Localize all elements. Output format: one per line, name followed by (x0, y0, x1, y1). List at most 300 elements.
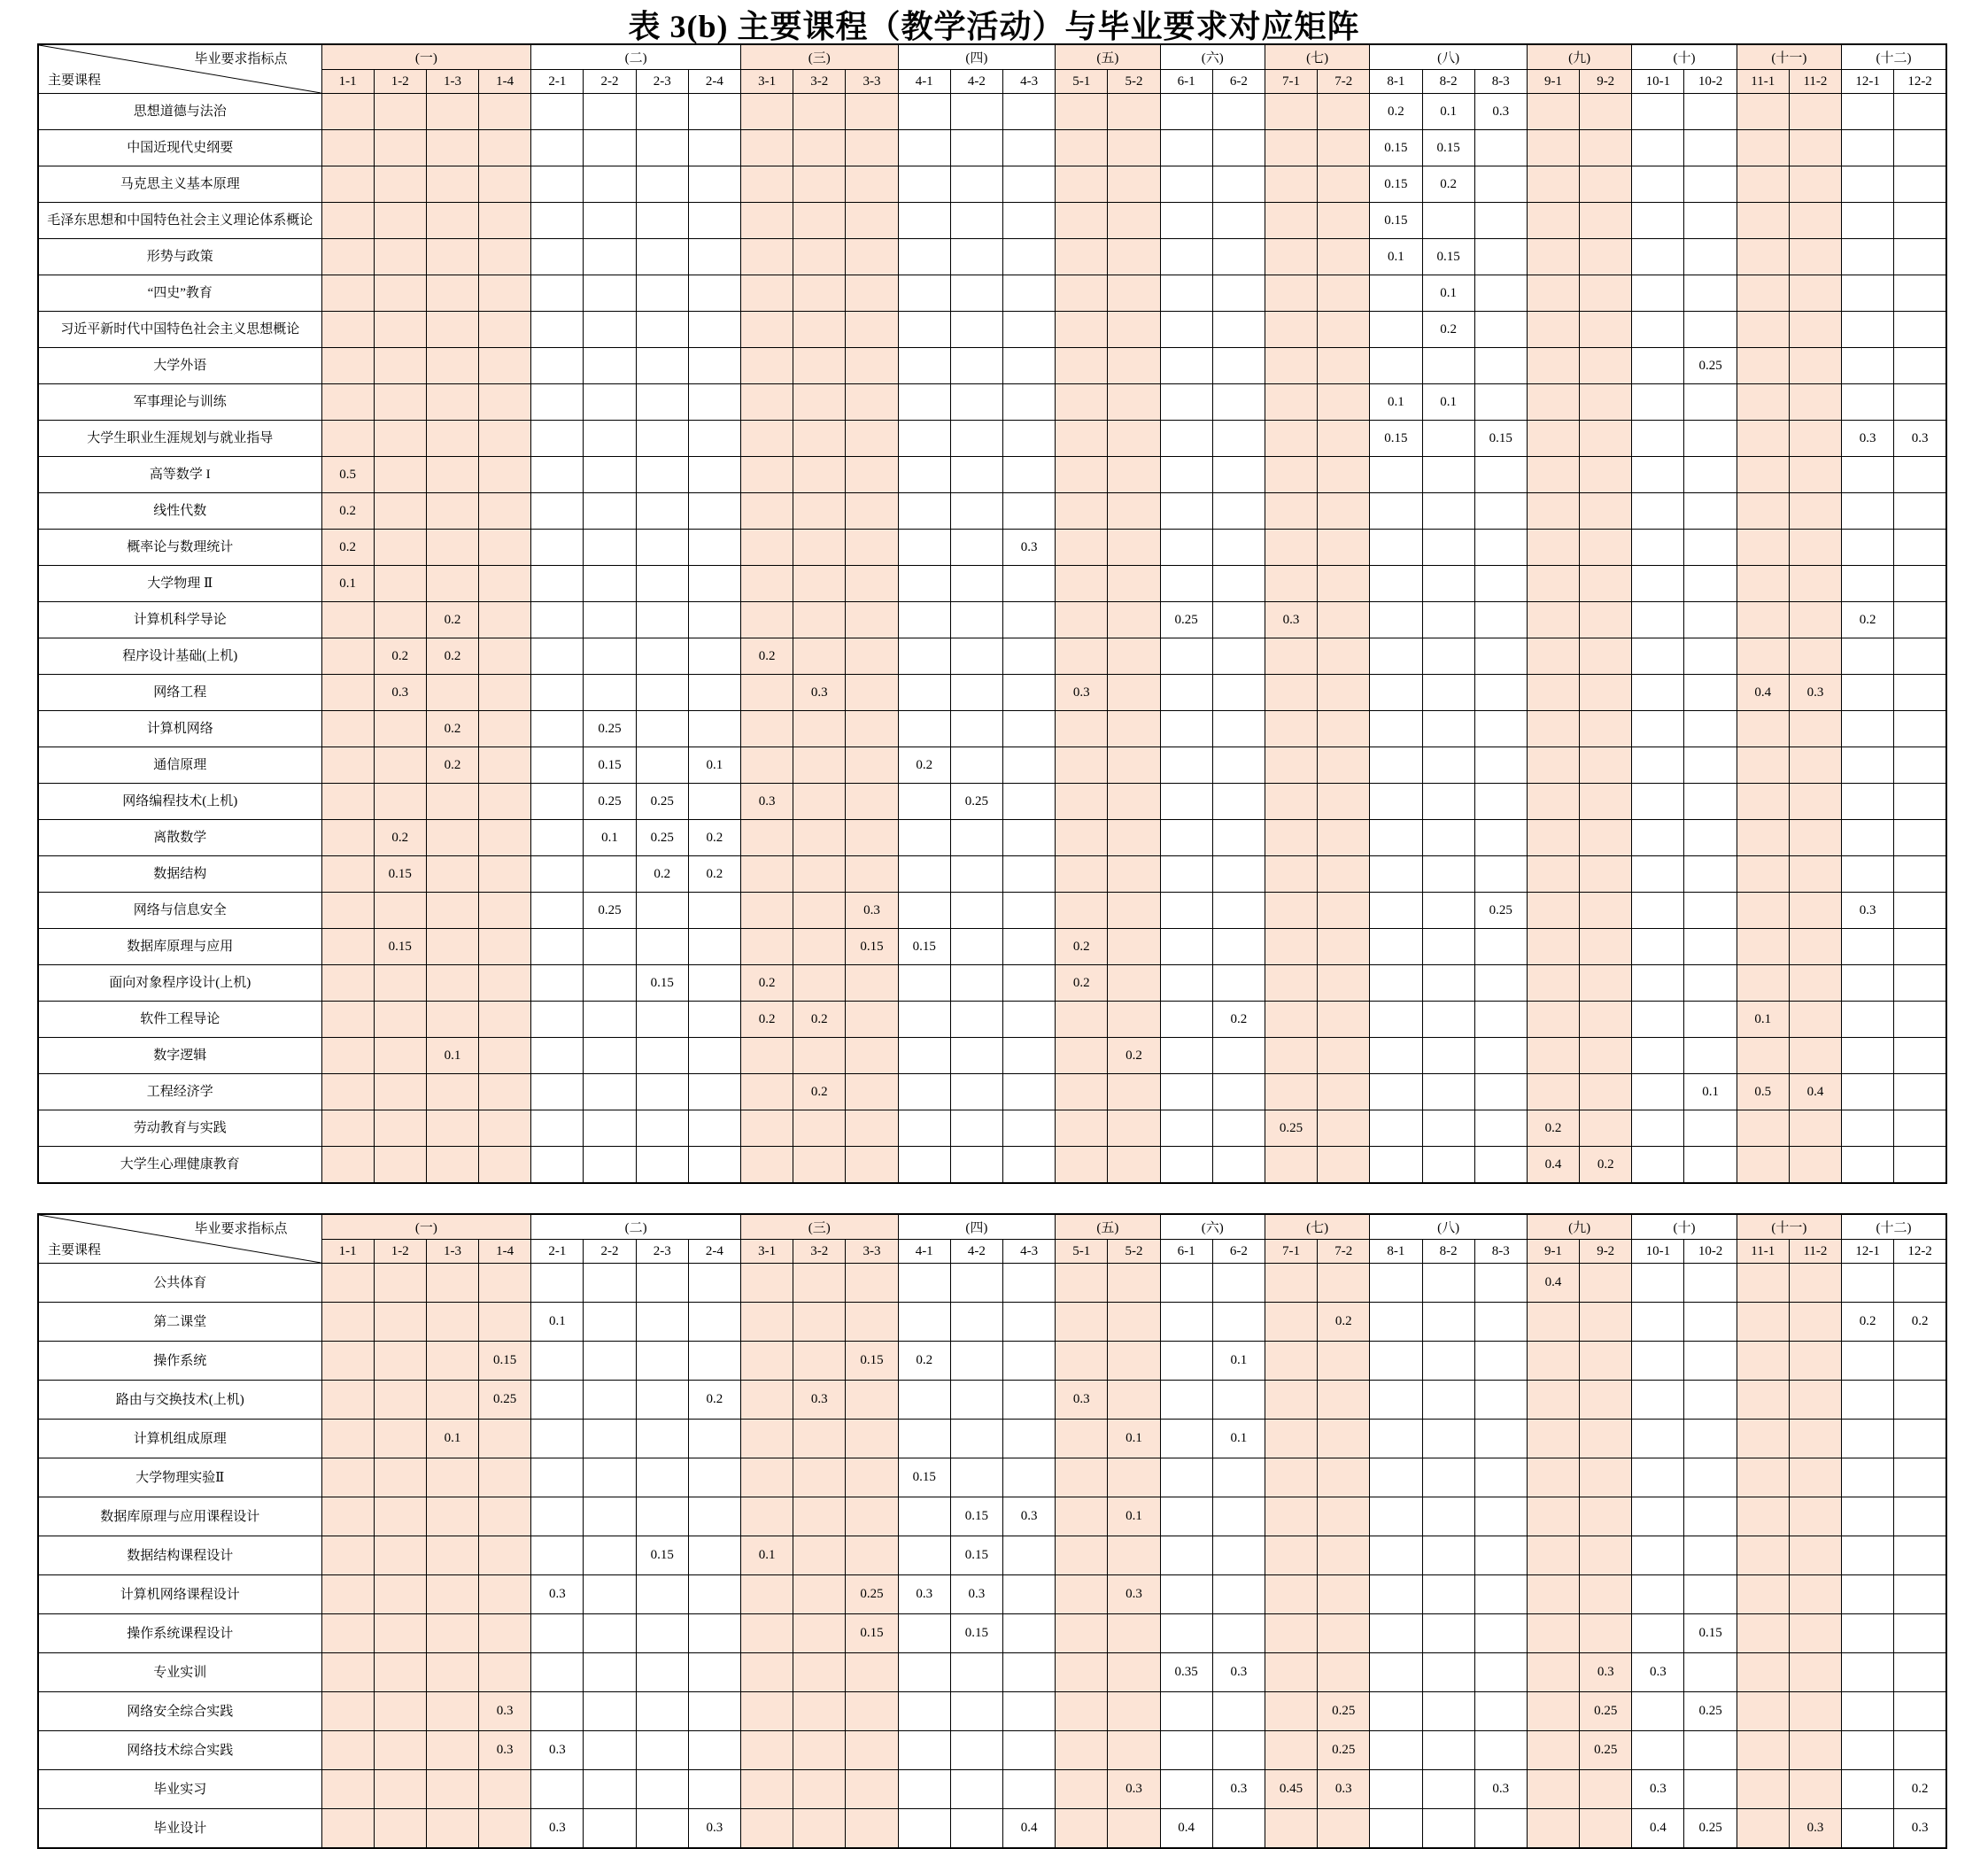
empty-cell (1789, 384, 1841, 421)
empty-cell (1002, 457, 1055, 493)
empty-cell (1842, 1731, 1894, 1770)
course-row (38, 1110, 1946, 1147)
empty-cell (1894, 784, 1946, 820)
empty-cell (426, 1614, 478, 1653)
empty-cell (1527, 275, 1579, 312)
empty-cell (1632, 929, 1684, 965)
empty-cell (1789, 566, 1841, 602)
empty-cell (741, 856, 793, 893)
value-cell: 0.15 (950, 1536, 1002, 1575)
course-row (38, 203, 1946, 239)
value-cell: 0.4 (1632, 1809, 1684, 1849)
empty-cell (636, 166, 688, 203)
empty-cell (1002, 94, 1055, 130)
course-name-cell: 习近平新时代中国特色社会主义思想概论 (38, 312, 321, 348)
empty-cell (1056, 1770, 1108, 1809)
empty-cell (1737, 1809, 1789, 1849)
value-cell: 0.2 (1894, 1303, 1946, 1342)
empty-cell (1684, 1381, 1737, 1420)
empty-cell (321, 1147, 374, 1184)
empty-cell (898, 602, 950, 638)
empty-cell (950, 675, 1002, 711)
empty-cell (1842, 493, 1894, 530)
empty-cell (374, 1420, 426, 1458)
empty-cell (793, 457, 846, 493)
empty-cell (321, 166, 374, 203)
empty-cell (793, 166, 846, 203)
empty-cell (1370, 1303, 1422, 1342)
empty-cell (584, 1002, 636, 1038)
value-cell: 0.3 (1632, 1770, 1684, 1809)
empty-cell (1894, 1074, 1946, 1110)
value-cell: 0.2 (1527, 1110, 1579, 1147)
empty-cell (321, 348, 374, 384)
subcol-header-cell: 4-2 (950, 70, 1002, 94)
empty-cell (846, 1002, 898, 1038)
value-cell: 0.3 (1789, 675, 1841, 711)
empty-cell (950, 1038, 1002, 1074)
empty-cell (1737, 239, 1789, 275)
empty-cell (1318, 421, 1370, 457)
empty-cell (898, 1770, 950, 1809)
empty-cell (1474, 675, 1527, 711)
empty-cell (741, 1653, 793, 1692)
empty-cell (1212, 457, 1265, 493)
empty-cell (636, 1264, 688, 1303)
course-name-cell: 操作系统课程设计 (38, 1614, 321, 1653)
empty-cell (479, 1038, 531, 1074)
empty-cell (426, 348, 478, 384)
value-cell: 0.2 (374, 820, 426, 856)
empty-cell (688, 1536, 740, 1575)
empty-cell (321, 893, 374, 929)
empty-cell (531, 1038, 584, 1074)
corner-indicator-label: 毕业要求指标点 (194, 1222, 288, 1236)
empty-cell (1370, 929, 1422, 965)
empty-cell (1474, 747, 1527, 784)
value-cell: 0.3 (1212, 1653, 1265, 1692)
empty-cell (1894, 1420, 1946, 1458)
empty-cell (1212, 566, 1265, 602)
empty-cell (584, 638, 636, 675)
empty-cell (321, 820, 374, 856)
empty-cell (741, 384, 793, 421)
empty-cell (846, 239, 898, 275)
empty-cell (741, 493, 793, 530)
empty-cell (321, 1458, 374, 1497)
empty-cell (846, 711, 898, 747)
empty-cell (846, 203, 898, 239)
empty-cell (688, 1342, 740, 1381)
value-cell: 0.1 (1370, 239, 1422, 275)
empty-cell (1212, 239, 1265, 275)
subcol-header-cell: 2-2 (584, 70, 636, 94)
empty-cell (898, 384, 950, 421)
empty-cell (1842, 1147, 1894, 1184)
empty-cell (1212, 1303, 1265, 1342)
empty-cell (1580, 130, 1632, 166)
value-cell: 0.15 (1370, 130, 1422, 166)
empty-cell (688, 1653, 740, 1692)
empty-cell (531, 747, 584, 784)
empty-cell (1842, 675, 1894, 711)
value-cell: 0.3 (1265, 602, 1317, 638)
empty-cell (1318, 1420, 1370, 1458)
empty-cell (950, 1147, 1002, 1184)
empty-cell (1842, 711, 1894, 747)
empty-cell (1632, 1614, 1684, 1653)
empty-cell (1056, 1420, 1108, 1458)
empty-cell (1108, 239, 1160, 275)
empty-cell (374, 348, 426, 384)
empty-cell (321, 965, 374, 1002)
empty-cell (793, 747, 846, 784)
empty-cell (1318, 1614, 1370, 1653)
empty-cell (426, 239, 478, 275)
course-row (38, 457, 1946, 493)
empty-cell (1108, 130, 1160, 166)
empty-cell (1160, 1692, 1212, 1731)
empty-cell (1527, 711, 1579, 747)
empty-cell (846, 312, 898, 348)
empty-cell (793, 893, 846, 929)
empty-cell (531, 130, 584, 166)
empty-cell (1370, 893, 1422, 929)
empty-cell (1527, 1731, 1579, 1770)
empty-cell (531, 602, 584, 638)
empty-cell (1422, 421, 1474, 457)
empty-cell (1160, 1110, 1212, 1147)
empty-cell (1474, 1536, 1527, 1575)
empty-cell (1580, 421, 1632, 457)
empty-cell (1527, 1420, 1579, 1458)
empty-cell (531, 530, 584, 566)
group-header-cell: (七) (1265, 44, 1369, 70)
empty-cell (1842, 747, 1894, 784)
empty-cell (1580, 1420, 1632, 1458)
empty-cell (1842, 275, 1894, 312)
empty-cell (1160, 421, 1212, 457)
empty-cell (1212, 1147, 1265, 1184)
empty-cell (1842, 856, 1894, 893)
empty-cell (1002, 1575, 1055, 1614)
empty-cell (1265, 1147, 1317, 1184)
empty-cell (1474, 530, 1527, 566)
empty-cell (950, 711, 1002, 747)
empty-cell (688, 1420, 740, 1458)
group-header-cell: (二) (531, 44, 741, 70)
empty-cell (793, 1110, 846, 1147)
empty-cell (531, 312, 584, 348)
empty-cell (374, 384, 426, 421)
empty-cell (1684, 203, 1737, 239)
value-cell: 0.3 (1056, 675, 1108, 711)
empty-cell (1684, 1575, 1737, 1614)
empty-cell (1422, 602, 1474, 638)
empty-cell (846, 94, 898, 130)
value-cell: 0.15 (846, 929, 898, 965)
empty-cell (636, 1342, 688, 1381)
value-cell: 0.15 (1474, 421, 1527, 457)
empty-cell (1842, 1342, 1894, 1381)
empty-cell (584, 1303, 636, 1342)
value-cell: 0.15 (1370, 421, 1422, 457)
course-row (38, 1575, 1946, 1614)
empty-cell (1842, 530, 1894, 566)
empty-cell (1108, 566, 1160, 602)
empty-cell (531, 1536, 584, 1575)
empty-cell (1002, 1692, 1055, 1731)
empty-cell (1108, 1536, 1160, 1575)
empty-cell (531, 711, 584, 747)
empty-cell (741, 312, 793, 348)
empty-cell (1632, 820, 1684, 856)
empty-cell (1056, 493, 1108, 530)
subcol-header-cell: 6-2 (1212, 70, 1265, 94)
empty-cell (426, 94, 478, 130)
empty-cell (1056, 530, 1108, 566)
empty-cell (1580, 820, 1632, 856)
empty-cell (950, 239, 1002, 275)
empty-cell (1265, 1731, 1317, 1770)
empty-cell (374, 275, 426, 312)
empty-cell (1737, 421, 1789, 457)
empty-cell (1318, 1002, 1370, 1038)
empty-cell (1422, 530, 1474, 566)
empty-cell (584, 602, 636, 638)
empty-cell (1684, 275, 1737, 312)
empty-cell (1527, 239, 1579, 275)
empty-cell (846, 1692, 898, 1731)
empty-cell (1894, 1692, 1946, 1731)
empty-cell (1212, 711, 1265, 747)
empty-cell (950, 384, 1002, 421)
empty-cell (741, 675, 793, 711)
empty-cell (1318, 493, 1370, 530)
corner-indicator-label: 毕业要求指标点 (194, 52, 288, 66)
empty-cell (1632, 856, 1684, 893)
empty-cell (1737, 530, 1789, 566)
empty-cell (479, 638, 531, 675)
empty-cell (1789, 1458, 1841, 1497)
empty-cell (1265, 493, 1317, 530)
empty-cell (950, 747, 1002, 784)
empty-cell (1737, 1770, 1789, 1809)
empty-cell (1894, 1038, 1946, 1074)
empty-cell (1580, 638, 1632, 675)
subcol-header-cell: 9-1 (1527, 1240, 1579, 1264)
group-header-cell: (六) (1160, 44, 1265, 70)
subcol-header-cell: 11-2 (1789, 1240, 1841, 1264)
empty-cell (1789, 747, 1841, 784)
empty-cell (688, 929, 740, 965)
subcol-header-cell: 7-1 (1265, 70, 1317, 94)
empty-cell (741, 166, 793, 203)
subcol-header-cell: 9-1 (1527, 70, 1579, 94)
empty-cell (584, 421, 636, 457)
empty-cell (1370, 1420, 1422, 1458)
course-row (38, 275, 1946, 312)
empty-cell (793, 1809, 846, 1849)
empty-cell (479, 348, 531, 384)
course-name-cell: 高等数学 I (38, 457, 321, 493)
value-cell: 0.3 (1580, 1653, 1632, 1692)
empty-cell (1160, 1420, 1212, 1458)
empty-cell (1842, 1536, 1894, 1575)
empty-cell (688, 1692, 740, 1731)
empty-cell (1632, 1074, 1684, 1110)
subcol-header-cell: 7-2 (1318, 1240, 1370, 1264)
empty-cell (741, 1692, 793, 1731)
empty-cell (1108, 421, 1160, 457)
value-cell: 0.25 (1318, 1692, 1370, 1731)
empty-cell (1422, 1692, 1474, 1731)
empty-cell (531, 1264, 584, 1303)
empty-cell (479, 820, 531, 856)
empty-cell (374, 1303, 426, 1342)
empty-cell (1894, 1264, 1946, 1303)
empty-cell (1002, 166, 1055, 203)
value-cell: 0.3 (846, 893, 898, 929)
value-cell: 0.15 (1370, 203, 1422, 239)
empty-cell (846, 421, 898, 457)
empty-cell (1108, 348, 1160, 384)
empty-cell (479, 421, 531, 457)
empty-cell (1580, 965, 1632, 1002)
empty-cell (1318, 130, 1370, 166)
empty-cell (1056, 1342, 1108, 1381)
course-name-cell: 概率论与数理统计 (38, 530, 321, 566)
empty-cell (1842, 820, 1894, 856)
empty-cell (584, 1536, 636, 1575)
empty-cell (1265, 1575, 1317, 1614)
subcol-header-cell: 12-2 (1894, 1240, 1946, 1264)
empty-cell (374, 1147, 426, 1184)
empty-cell (950, 893, 1002, 929)
empty-cell (531, 1458, 584, 1497)
empty-cell (1737, 493, 1789, 530)
value-cell: 0.3 (1056, 1381, 1108, 1420)
empty-cell (950, 275, 1002, 312)
empty-cell (1265, 166, 1317, 203)
empty-cell (374, 893, 426, 929)
empty-cell (846, 965, 898, 1002)
empty-cell (741, 1770, 793, 1809)
empty-cell (846, 1420, 898, 1458)
empty-cell (1789, 1264, 1841, 1303)
empty-cell (321, 1770, 374, 1809)
empty-cell (1632, 421, 1684, 457)
empty-cell (1789, 965, 1841, 1002)
value-cell: 0.2 (1422, 312, 1474, 348)
group-header-cell: (九) (1527, 44, 1631, 70)
course-name-cell: 路由与交换技术(上机) (38, 1381, 321, 1420)
empty-cell (793, 856, 846, 893)
empty-cell (321, 1420, 374, 1458)
empty-cell (1370, 1770, 1422, 1809)
empty-cell (846, 1809, 898, 1849)
empty-cell (688, 566, 740, 602)
empty-cell (426, 130, 478, 166)
empty-cell (636, 457, 688, 493)
empty-cell (1527, 1038, 1579, 1074)
value-cell: 0.2 (1056, 929, 1108, 965)
subcol-header-cell: 8-3 (1474, 70, 1527, 94)
course-name-cell: 大学生职业生涯规划与就业指导 (38, 421, 321, 457)
empty-cell (898, 1303, 950, 1342)
empty-cell (1737, 457, 1789, 493)
empty-cell (741, 530, 793, 566)
empty-cell (1474, 1038, 1527, 1074)
course-name-cell: 离散数学 (38, 820, 321, 856)
empty-cell (1056, 638, 1108, 675)
empty-cell (898, 530, 950, 566)
empty-cell (374, 1692, 426, 1731)
empty-cell (1894, 312, 1946, 348)
empty-cell (1894, 747, 1946, 784)
empty-cell (1684, 421, 1737, 457)
empty-cell (479, 747, 531, 784)
value-cell: 0.15 (636, 965, 688, 1002)
empty-cell (1108, 275, 1160, 312)
empty-cell (1474, 312, 1527, 348)
empty-cell (374, 166, 426, 203)
course-name-cell: 马克思主义基本原理 (38, 166, 321, 203)
value-cell: 0.3 (1894, 421, 1946, 457)
empty-cell (1002, 1614, 1055, 1653)
empty-cell (1422, 1575, 1474, 1614)
subcol-header-cell: 4-1 (898, 1240, 950, 1264)
empty-cell (1580, 675, 1632, 711)
empty-cell (1422, 638, 1474, 675)
empty-cell (1108, 166, 1160, 203)
course-name-cell: 公共体育 (38, 1264, 321, 1303)
empty-cell (1789, 166, 1841, 203)
empty-cell (1737, 1536, 1789, 1575)
empty-cell (1108, 1614, 1160, 1653)
empty-cell (1737, 1342, 1789, 1381)
empty-cell (1370, 1074, 1422, 1110)
empty-cell (950, 166, 1002, 203)
course-name-cell: 毛泽东思想和中国特色社会主义理论体系概论 (38, 203, 321, 239)
empty-cell (531, 384, 584, 421)
empty-cell (1894, 1342, 1946, 1381)
empty-cell (1212, 1809, 1265, 1849)
empty-cell (950, 1303, 1002, 1342)
empty-cell (1212, 1264, 1265, 1303)
empty-cell (741, 1497, 793, 1536)
empty-cell (1056, 784, 1108, 820)
course-name-cell: 面向对象程序设计(上机) (38, 965, 321, 1002)
course-row (38, 1497, 1946, 1536)
empty-cell (1632, 893, 1684, 929)
empty-cell (584, 1342, 636, 1381)
empty-cell (1527, 1536, 1579, 1575)
empty-cell (426, 1458, 478, 1497)
empty-cell (1737, 893, 1789, 929)
empty-cell (1894, 965, 1946, 1002)
empty-cell (1265, 675, 1317, 711)
empty-cell (1370, 493, 1422, 530)
empty-cell (321, 203, 374, 239)
empty-cell (846, 348, 898, 384)
empty-cell (898, 493, 950, 530)
empty-cell (374, 312, 426, 348)
empty-cell (531, 166, 584, 203)
empty-cell (1212, 130, 1265, 166)
empty-cell (584, 1653, 636, 1692)
empty-cell (479, 130, 531, 166)
